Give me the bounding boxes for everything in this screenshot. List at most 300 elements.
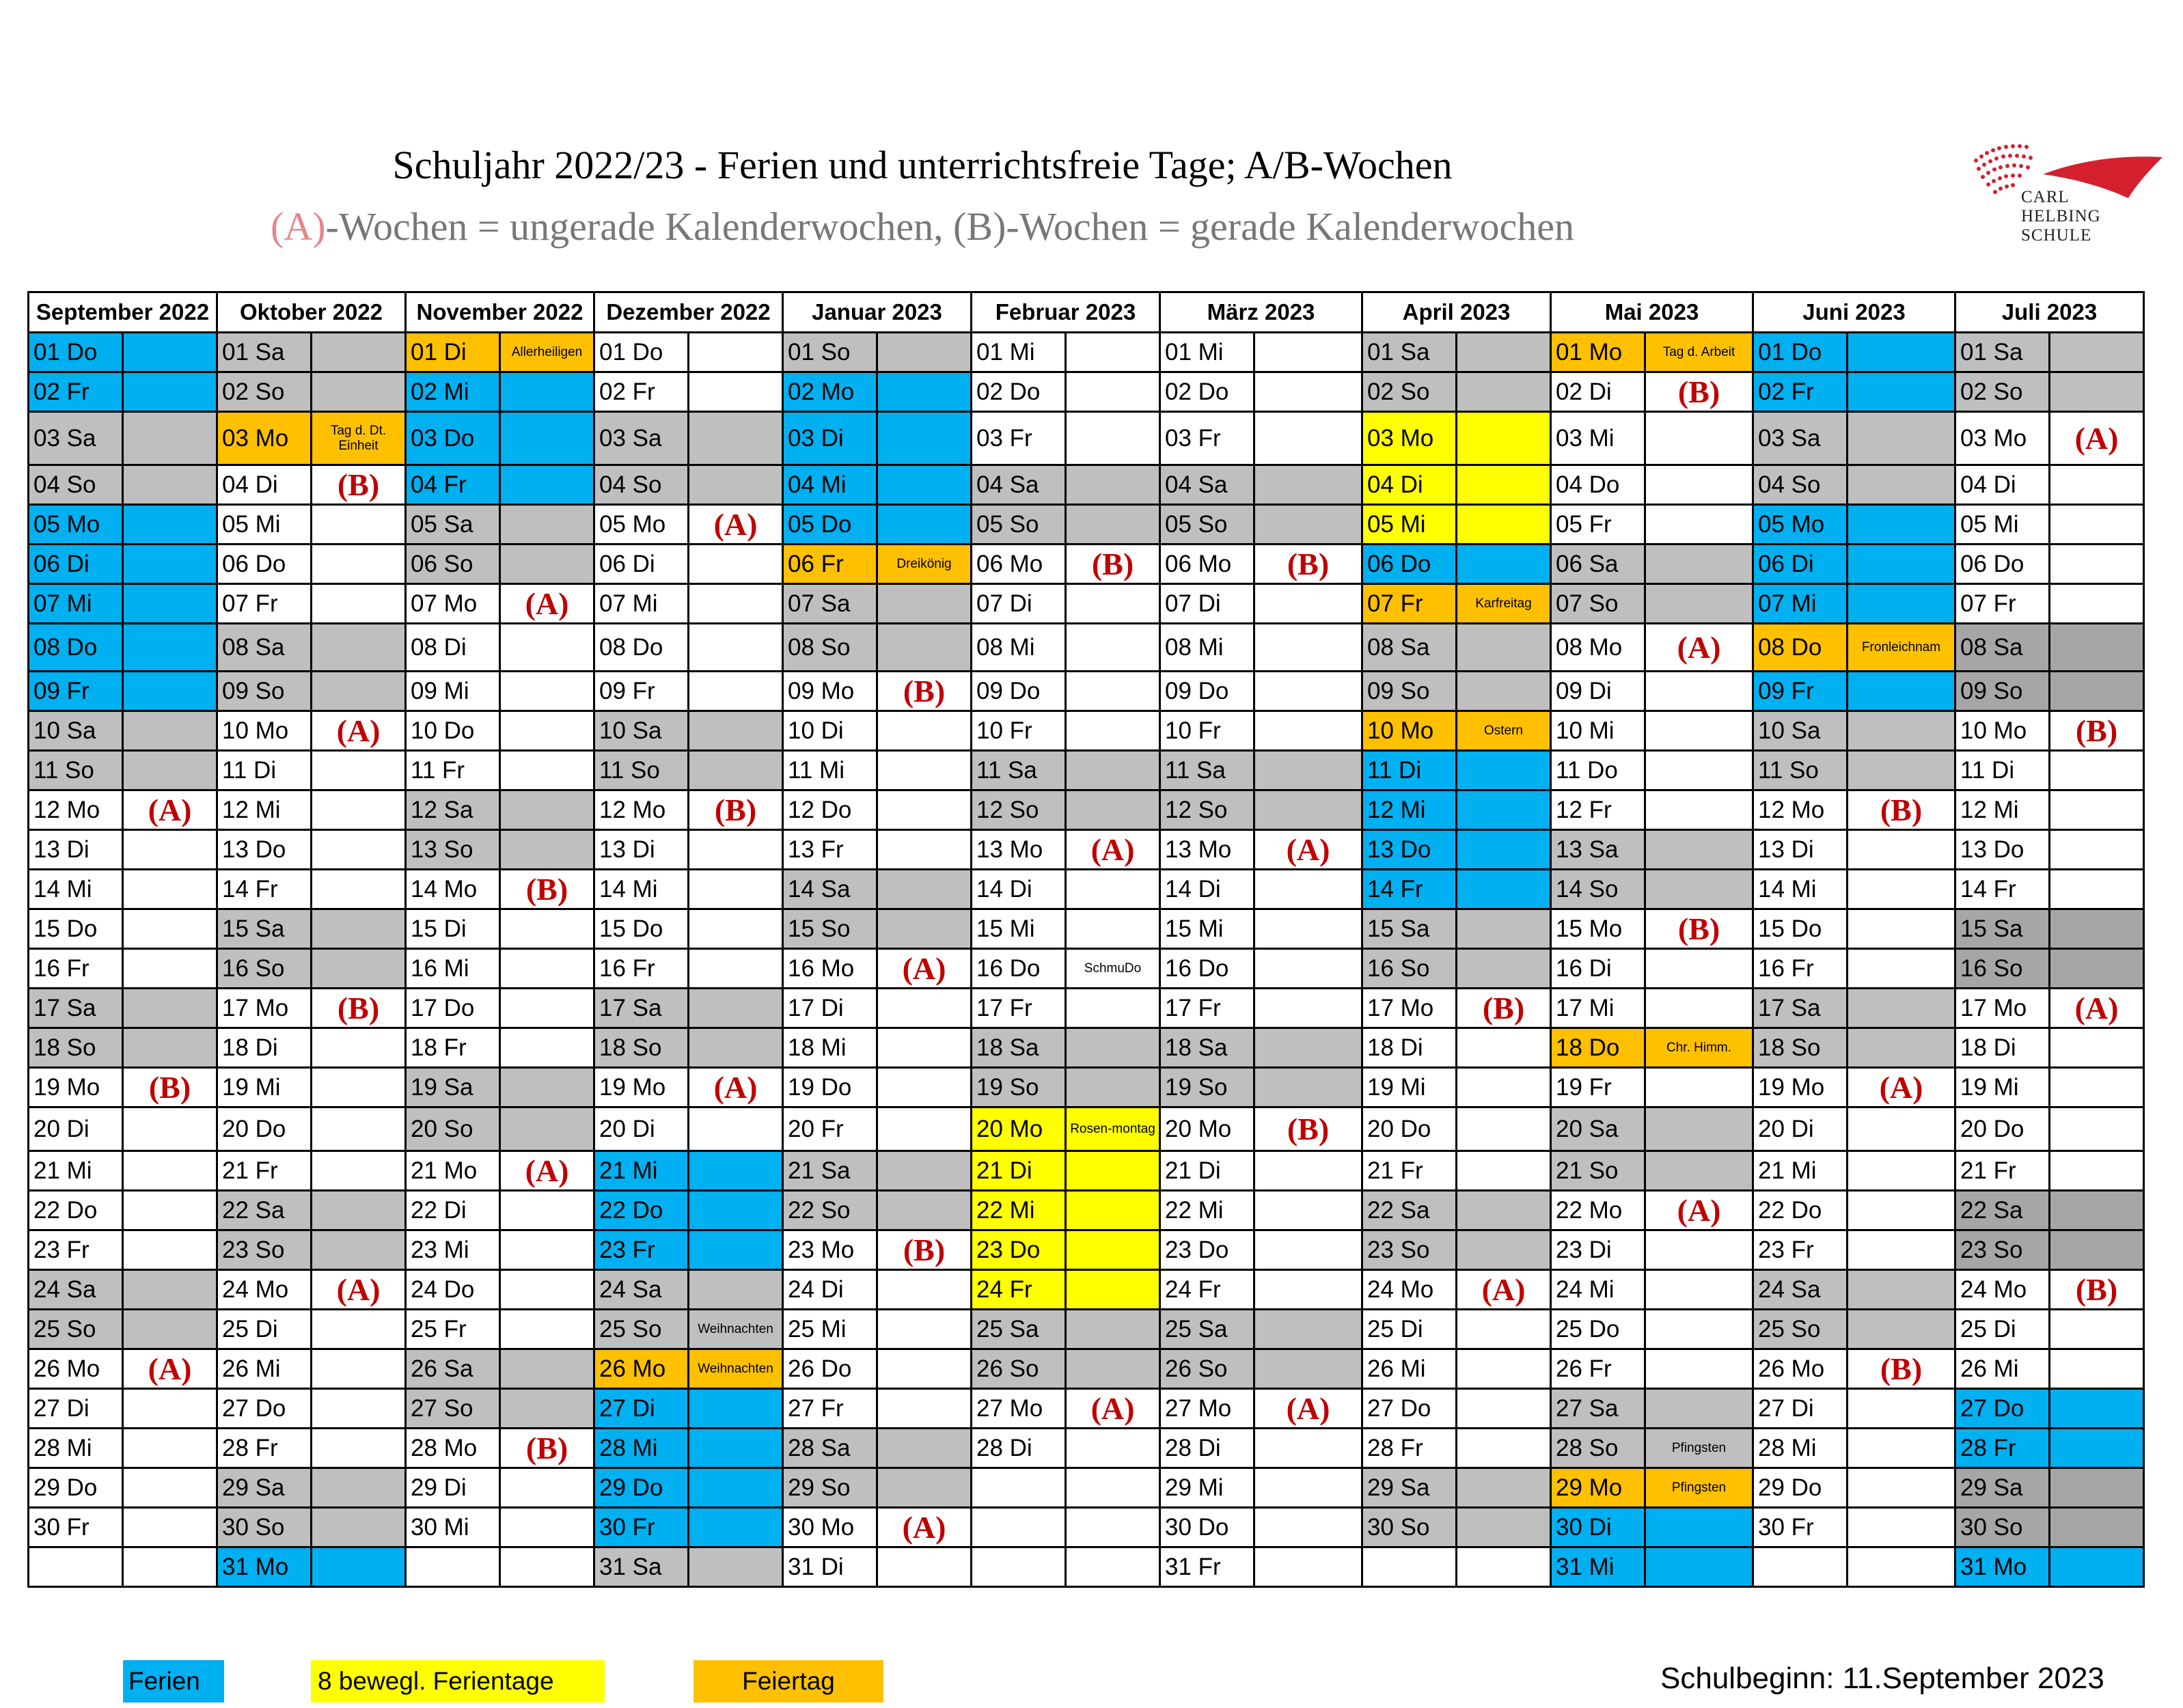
day-note-cell (2050, 870, 2144, 909)
day-note-cell (877, 989, 972, 1028)
day-note-cell (1848, 751, 1955, 790)
day-cell: 07 Mi (594, 584, 689, 624)
day-note-cell (1066, 372, 1160, 412)
day-note-cell (1645, 711, 1753, 751)
day-note-cell (1848, 624, 1955, 672)
day-cell: 21 Fr (1955, 1151, 2050, 1191)
day-note-cell (689, 1230, 783, 1270)
day-cell: 20 So (406, 1107, 500, 1151)
day-note-cell (123, 1191, 217, 1230)
table-row (29, 1468, 2144, 1508)
day-cell: 09 So (1362, 672, 1457, 711)
week-marker: (A) (1286, 1391, 1330, 1426)
day-note-cell (689, 790, 783, 830)
day-note-cell (1645, 1429, 1753, 1468)
day-note-cell (500, 1107, 594, 1151)
day-cell: 07 Mo (406, 584, 500, 624)
day-note-cell (1457, 372, 1551, 412)
week-marker: (B) (1880, 793, 1923, 827)
day-note-cell (123, 751, 217, 790)
day-cell: 23 So (1362, 1230, 1457, 1270)
day-note-cell (500, 870, 594, 909)
week-marker: (B) (1880, 1351, 1923, 1386)
day-cell: 14 Fr (1955, 870, 2050, 909)
day-cell: 06 Di (594, 545, 689, 584)
day-cell: 11 Di (1955, 751, 2050, 790)
day-cell: 05 Do (783, 505, 877, 545)
day-note-cell (312, 1429, 406, 1468)
day-cell: 10 Do (406, 711, 500, 751)
day-cell: 28 Fr (217, 1429, 312, 1468)
day-cell: 27 Sa (1551, 1389, 1645, 1429)
day-note-cell (1066, 711, 1160, 751)
day-note-cell (877, 1547, 972, 1587)
day-note-cell (312, 830, 406, 870)
day-cell: 08 Do (594, 624, 689, 672)
day-cell: 13 Di (29, 830, 123, 870)
day-cell: 05 Mi (1955, 505, 2050, 545)
table-row (29, 790, 2144, 830)
day-note-cell (1457, 909, 1551, 949)
day-cell: 13 Do (1955, 830, 2050, 870)
day-note-cell (1457, 1547, 1551, 1587)
day-cell (29, 1547, 123, 1587)
day-note-cell (312, 1389, 406, 1429)
day-cell: 15 Do (29, 909, 123, 949)
table-row (29, 1068, 2144, 1107)
day-note: Tag d. Arbeit (1662, 344, 1735, 359)
day-cell: 09 Fr (29, 672, 123, 711)
day-cell: 15 Sa (1362, 909, 1457, 949)
day-note-cell (689, 465, 783, 505)
day-note-cell (500, 1270, 594, 1310)
day-note-cell (1645, 830, 1753, 870)
day-note-cell (500, 1191, 594, 1230)
day-cell: 18 Fr (406, 1028, 500, 1068)
day-note-cell (877, 672, 972, 711)
day-note-cell (123, 1107, 217, 1151)
day-cell: 12 Mo (29, 790, 123, 830)
day-cell: 01 Mi (972, 333, 1066, 372)
day-cell: 09 Do (972, 672, 1066, 711)
day-note-cell (1066, 1028, 1160, 1068)
day-note-cell (1066, 1310, 1160, 1349)
day-note-cell (312, 751, 406, 790)
day-cell: 11 Fr (406, 751, 500, 790)
day-note-cell (1645, 333, 1753, 372)
table-row (29, 711, 2144, 751)
day-cell: 29 Do (594, 1468, 689, 1508)
day-note-cell (123, 1389, 217, 1429)
day-cell: 08 Di (406, 624, 500, 672)
day-note-cell (123, 624, 217, 672)
day-cell: 08 Sa (217, 624, 312, 672)
day-note-cell (500, 465, 594, 505)
day-note-cell (877, 830, 972, 870)
day-cell: 14 Mi (594, 870, 689, 909)
table-row (29, 1151, 2144, 1191)
day-cell: 14 Fr (217, 870, 312, 909)
day-cell: 29 Sa (1955, 1468, 2050, 1508)
day-cell: 01 Mi (1160, 333, 1254, 372)
week-marker: (A) (2074, 991, 2119, 1025)
table-row (29, 624, 2144, 672)
day-note-cell (2050, 1191, 2144, 1230)
day-cell: 22 Do (1753, 1191, 1848, 1230)
day-note-cell (877, 711, 972, 751)
day-cell: 24 Mi (1551, 1270, 1645, 1310)
day-note-cell (123, 1068, 217, 1107)
day-cell: 15 Sa (217, 909, 312, 949)
day-note-cell (689, 989, 783, 1028)
day-cell: 07 Di (1160, 584, 1254, 624)
day-note-cell (1066, 672, 1160, 711)
day-note-cell (1645, 1191, 1753, 1230)
week-marker: (A) (525, 586, 569, 621)
day-note-cell (1254, 1068, 1362, 1107)
day-note-cell (1848, 412, 1955, 465)
day-note-cell (1457, 989, 1551, 1028)
day-note-cell (2050, 909, 2144, 949)
day-cell: 04 So (29, 465, 123, 505)
day-cell: 22 Di (406, 1191, 500, 1230)
day-note-cell (1645, 1107, 1753, 1151)
day-note-cell (312, 584, 406, 624)
table-row (29, 1230, 2144, 1270)
day-cell: 04 Mi (783, 465, 877, 505)
day-note-cell (1254, 711, 1362, 751)
table-row (29, 1508, 2144, 1547)
day-cell: 21 Sa (783, 1151, 877, 1191)
day-cell: 01 Do (594, 333, 689, 372)
day-cell: 08 Do (1753, 624, 1848, 672)
day-note-cell (1457, 790, 1551, 830)
day-cell: 17 Fr (1160, 989, 1254, 1028)
day-cell: 20 Do (1955, 1107, 2050, 1151)
day-cell: 30 So (1362, 1508, 1457, 1547)
day-cell: 16 Mi (406, 949, 500, 989)
day-cell: 10 Mo (217, 711, 312, 751)
day-cell: 14 Di (972, 870, 1066, 909)
day-note-cell (1457, 584, 1551, 624)
day-note-cell (2050, 584, 2144, 624)
day-cell: 29 Do (1753, 1468, 1848, 1508)
week-marker: (B) (903, 674, 946, 708)
day-note-cell (500, 949, 594, 989)
day-note: Rosen-montag (1070, 1121, 1155, 1136)
day-cell: 25 Di (1362, 1310, 1457, 1349)
day-cell: 13 Do (217, 830, 312, 870)
day-cell: 15 Di (406, 909, 500, 949)
week-marker: (B) (2075, 713, 2118, 748)
day-cell: 17 Sa (29, 989, 123, 1028)
day-cell: 05 Mo (1753, 505, 1848, 545)
day-note-cell (123, 672, 217, 711)
week-marker: (A) (2074, 421, 2119, 456)
day-note-cell (689, 1191, 783, 1230)
day-cell: 09 Mo (783, 672, 877, 711)
day-cell: 23 Mi (406, 1230, 500, 1270)
page-subtitle (0, 204, 1845, 249)
day-cell: 02 So (217, 372, 312, 412)
day-cell: 17 Mo (1362, 989, 1457, 1028)
day-cell: 22 Sa (1955, 1191, 2050, 1230)
day-note-cell (877, 1151, 972, 1191)
day-cell: 28 Di (1160, 1429, 1254, 1468)
day-cell: 18 Sa (972, 1028, 1066, 1068)
day-cell: 20 Mo (972, 1107, 1066, 1151)
day-note: Chr. Himm. (1666, 1040, 1731, 1055)
day-note-cell (1254, 1151, 1362, 1191)
day-note-cell (1254, 1547, 1362, 1587)
day-note-cell (1066, 1389, 1160, 1429)
day-cell: 25 Do (1551, 1310, 1645, 1349)
day-cell: 07 So (1551, 584, 1645, 624)
day-cell: 15 Sa (1955, 909, 2050, 949)
day-cell: 16 Fr (1753, 949, 1848, 989)
week-marker: (B) (714, 793, 757, 827)
day-note-cell (689, 1068, 783, 1107)
day-note-cell (123, 333, 217, 372)
day-note-cell (689, 1107, 783, 1151)
day-cell: 14 Mi (29, 870, 123, 909)
day-note-cell (1457, 1028, 1551, 1068)
day-note-cell (312, 1151, 406, 1191)
day-note-cell (2050, 830, 2144, 870)
day-cell: 18 Do (1551, 1028, 1645, 1068)
table-row (29, 372, 2144, 412)
day-cell: 28 Fr (1362, 1429, 1457, 1468)
day-note-cell (500, 545, 594, 584)
day-note-cell (1848, 949, 1955, 989)
table-row (29, 1349, 2144, 1389)
day-note-cell (689, 333, 783, 372)
day-note-cell (1254, 1429, 1362, 1468)
day-cell: 17 Mo (217, 989, 312, 1028)
day-cell: 08 Mo (1551, 624, 1645, 672)
day-note-cell (1645, 1508, 1753, 1547)
table-row (29, 584, 2144, 624)
day-cell (1753, 1547, 1848, 1587)
day-note-cell (2050, 1107, 2144, 1151)
day-note-cell (123, 372, 217, 412)
day-note-cell (123, 1270, 217, 1310)
week-marker: (A) (148, 793, 192, 827)
day-note: Weihnachten (698, 1361, 773, 1376)
day-cell: 21 So (1551, 1151, 1645, 1191)
day-note-cell (123, 1151, 217, 1191)
month-header: März 2023 (1160, 292, 1362, 333)
day-note-cell (877, 372, 972, 412)
day-note-cell (500, 751, 594, 790)
day-note-cell (1254, 1230, 1362, 1270)
day-note-cell (2050, 711, 2144, 751)
day-cell: 16 Fr (594, 949, 689, 989)
day-cell: 11 Mi (783, 751, 877, 790)
day-note-cell (2050, 1230, 2144, 1270)
day-note-cell (689, 949, 783, 989)
day-cell: 22 Sa (1362, 1191, 1457, 1230)
day-cell: 21 Fr (1362, 1151, 1457, 1191)
day-cell: 24 Mo (1362, 1270, 1457, 1310)
day-note-cell (1066, 545, 1160, 584)
table-row (29, 949, 2144, 989)
day-cell: 03 Fr (1160, 412, 1254, 465)
day-cell: 04 Fr (406, 465, 500, 505)
day-note-cell (500, 711, 594, 751)
day-note-cell (1066, 1429, 1160, 1468)
day-cell: 18 Di (1955, 1028, 2050, 1068)
day-cell: 17 Fr (972, 989, 1066, 1028)
day-note-cell (689, 545, 783, 584)
day-note-cell (312, 1270, 406, 1310)
day-note-cell (312, 1508, 406, 1547)
day-cell: 15 Do (1753, 909, 1848, 949)
day-cell: 06 Di (1753, 545, 1848, 584)
day-note-cell (1645, 624, 1753, 672)
day-note-cell (1848, 909, 1955, 949)
day-cell: 29 Sa (1362, 1468, 1457, 1508)
day-note-cell (1457, 1151, 1551, 1191)
day-cell: 10 Fr (1160, 711, 1254, 751)
day-cell: 06 Do (217, 545, 312, 584)
day-cell: 01 Sa (1362, 333, 1457, 372)
day-note-cell (1848, 584, 1955, 624)
day-note-cell (1848, 1270, 1955, 1310)
day-note-cell (1254, 372, 1362, 412)
subtitle-a-weeks: (A) (271, 204, 326, 249)
week-marker: (A) (1090, 832, 1135, 867)
day-note-cell (312, 989, 406, 1028)
day-note-cell (1645, 1349, 1753, 1389)
day-note-cell (123, 412, 217, 465)
day-cell: 19 Mo (594, 1068, 689, 1107)
schulbeginn-text: Schulbeginn: 11.September 2023 (1660, 1662, 2104, 1695)
week-marker: (A) (1677, 630, 1721, 665)
table-row (29, 333, 2144, 372)
day-note-cell (1066, 790, 1160, 830)
day-cell: 26 So (972, 1349, 1066, 1389)
day-note-cell (1645, 672, 1753, 711)
day-note-cell (689, 1028, 783, 1068)
day-note-cell (1066, 505, 1160, 545)
day-cell: 29 Mi (1160, 1468, 1254, 1508)
day-cell: 23 Fr (594, 1230, 689, 1270)
day-note-cell (500, 1468, 594, 1508)
day-note-cell (1457, 870, 1551, 909)
day-cell: 23 Do (1160, 1230, 1254, 1270)
day-note-cell (1066, 1068, 1160, 1107)
day-note-cell (1848, 1547, 1955, 1587)
week-marker: (B) (1287, 547, 1330, 581)
day-cell: 25 Fr (406, 1310, 500, 1349)
day-note-cell (500, 1028, 594, 1068)
day-cell: 12 Mi (217, 790, 312, 830)
day-note-cell (1254, 545, 1362, 584)
table-row (29, 870, 2144, 909)
day-note-cell (689, 751, 783, 790)
day-cell: 29 So (783, 1468, 877, 1508)
day-note-cell (877, 412, 972, 465)
week-marker: (A) (1481, 1272, 1526, 1307)
day-note-cell (1066, 949, 1160, 989)
day-note-cell (312, 1349, 406, 1389)
month-header: Mai 2023 (1551, 292, 1753, 333)
day-note-cell (877, 870, 972, 909)
day-note-cell (123, 545, 217, 584)
day-note-cell (1848, 1028, 1955, 1068)
day-note-cell (123, 1028, 217, 1068)
day-note-cell (123, 1429, 217, 1468)
day-note-cell (877, 1107, 972, 1151)
day-note-cell (1848, 1389, 1955, 1429)
day-note-cell (689, 1508, 783, 1547)
week-marker: (A) (1879, 1070, 1923, 1105)
day-note-cell (123, 711, 217, 751)
day-cell: 19 So (972, 1068, 1066, 1107)
day-cell: 06 Fr (783, 545, 877, 584)
day-note-cell (312, 949, 406, 989)
day-note-cell (1645, 412, 1753, 465)
day-note-cell (123, 1230, 217, 1270)
day-cell: 08 So (783, 624, 877, 672)
day-cell: 24 Sa (1753, 1270, 1848, 1310)
day-note-cell (1848, 505, 1955, 545)
day-cell: 03 Fr (972, 412, 1066, 465)
day-note-cell (1066, 1107, 1160, 1151)
day-cell: 03 Mi (1551, 412, 1645, 465)
day-note-cell (312, 465, 406, 505)
day-cell: 18 So (594, 1028, 689, 1068)
day-cell: 20 Mo (1160, 1107, 1254, 1151)
day-cell: 19 Mo (29, 1068, 123, 1107)
day-note-cell (500, 1310, 594, 1349)
day-cell: 13 Do (1362, 830, 1457, 870)
day-note-cell (689, 1429, 783, 1468)
day-note-cell (1254, 989, 1362, 1028)
table-row (29, 1429, 2144, 1468)
table-row (29, 465, 2144, 505)
day-cell: 04 Do (1551, 465, 1645, 505)
day-note-cell (877, 584, 972, 624)
day-cell: 14 Fr (1362, 870, 1457, 909)
day-cell: 26 Do (783, 1349, 877, 1389)
day-note-cell (312, 1191, 406, 1230)
day-note-cell (1254, 790, 1362, 830)
day-cell: 26 Sa (406, 1349, 500, 1389)
day-note-cell (312, 505, 406, 545)
table-row (29, 751, 2144, 790)
day-cell: 31 Mo (217, 1547, 312, 1587)
day-cell: 21 Mi (1753, 1151, 1848, 1191)
day-cell: 06 Mo (1160, 545, 1254, 584)
month-header: Januar 2023 (783, 292, 972, 333)
day-cell: 19 Do (783, 1068, 877, 1107)
day-cell: 21 Mo (406, 1151, 500, 1191)
day-note-cell (123, 1468, 217, 1508)
day-note-cell (1848, 1230, 1955, 1270)
day-note-cell (1457, 1429, 1551, 1468)
day-note-cell (312, 672, 406, 711)
calendar-body (29, 333, 2144, 1587)
day-cell (972, 1547, 1066, 1587)
day-note-cell (500, 1068, 594, 1107)
day-cell: 09 So (1955, 672, 2050, 711)
day-cell (972, 1508, 1066, 1547)
day-cell: 23 Di (1551, 1230, 1645, 1270)
day-note-cell (1645, 505, 1753, 545)
day-note-cell (312, 1107, 406, 1151)
